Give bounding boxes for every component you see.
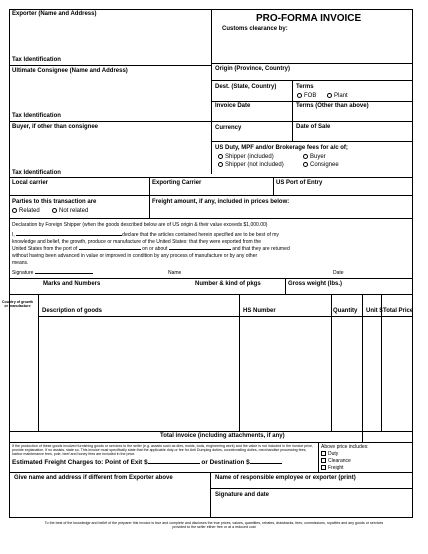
related-radio[interactable] (12, 208, 17, 213)
plant-radio[interactable] (327, 93, 332, 98)
total-invoice-label: Total invoice (including attachments, if any) (160, 433, 285, 439)
consignee-tax-id-label: Tax Identification (12, 113, 61, 119)
currency-label: Currency (215, 125, 242, 131)
not-related-option[interactable]: Not related (52, 208, 88, 215)
number-kind-label: Number & kind of pkgs (195, 281, 261, 287)
divider (273, 177, 274, 195)
exporting-carrier-label: Exporting Carrier (152, 180, 202, 186)
divider (285, 278, 286, 294)
signature-date-label: Signature and date (215, 492, 270, 498)
parties-label: Parties to this transaction are (12, 199, 97, 205)
quantity-header: Quantity (333, 308, 358, 314)
fob-option[interactable]: FOB (297, 93, 316, 100)
plant-option[interactable]: Plant (327, 93, 348, 100)
divider (9, 121, 413, 122)
give-name-label: Give name and address if different from Exporter above (14, 475, 173, 481)
description-header: Description of goods (42, 308, 102, 314)
ultimate-consignee-label: Ultimate Consignee (Name and Address) (12, 68, 128, 74)
consignee-radio[interactable] (303, 162, 308, 167)
divider (331, 294, 332, 431)
divider (211, 80, 413, 81)
hs-number-header: HS Number (243, 308, 276, 314)
consignee-option[interactable]: Consignee (303, 162, 339, 169)
freight-amount-label: Freight amount, if any, included in prices below: (152, 199, 290, 205)
declaration-line-5: means. (12, 260, 29, 266)
dest-label: Dest. (State, Country) (215, 84, 277, 90)
shipper-not-included-radio[interactable] (218, 162, 223, 167)
divider (149, 195, 150, 218)
not-related-radio[interactable] (52, 208, 57, 213)
responsible-employee-label: Name of responsible employee or exporter (print) (215, 475, 356, 481)
clearance-checkbox[interactable] (321, 458, 326, 463)
point-of-exit-field[interactable] (148, 463, 200, 464)
divider (9, 431, 413, 432)
marks-label: Marks and Numbers (43, 281, 101, 287)
unit-header: Unit $ (366, 308, 383, 314)
declaration-line-1: I, declare that the articles contained herein specified are to be best of my (12, 232, 279, 238)
freight-checkbox[interactable] (321, 465, 326, 470)
divider (292, 121, 293, 142)
origin-label: Origin (Province, Country) (215, 66, 291, 72)
divider (38, 316, 413, 317)
declaration-name-label: Name (168, 270, 182, 276)
buyer-option[interactable]: Buyer (303, 154, 326, 161)
declarant-name-field[interactable] (16, 235, 122, 236)
exporter-tax-id-label: Tax Identification (12, 57, 61, 63)
related-option[interactable]: Related (12, 208, 40, 215)
freight-option[interactable]: Freight (321, 465, 344, 471)
divider (9, 294, 413, 295)
divider (211, 63, 413, 64)
duty-option[interactable]: Duty (321, 451, 338, 457)
divider (211, 101, 413, 102)
assists-fine-print: If the production of these goods involved furnishing goods or services to the seller (e.g. assists such as dies, molds, tools, engineering work) and the value is not included in the invoice price, provide explanation. If no assists, state so. This invoice must specifically state that the applicable duty or fee for Anti Dumping duties, countervailing duties, merchandise processing fees, harbor maintenance fees, pole, beef and honey fees are included in the price. (12, 444, 314, 457)
exporter-label: Exporter (Name and Address) (12, 11, 97, 17)
divider (38, 294, 39, 431)
shipper-included-radio[interactable] (218, 154, 223, 159)
clearance-option[interactable]: Clearance (321, 458, 351, 464)
declaration-date-label: Date (333, 270, 344, 276)
divider (149, 177, 150, 195)
port-field[interactable] (79, 249, 141, 250)
date-of-sale-label: Date of Sale (296, 124, 331, 130)
divider (9, 472, 413, 473)
divider (210, 472, 211, 518)
footer-certification: To the best of the knowledge and belief of the preparer this invoice is true and complete and discloses the true prices, values, quantities, rebates, drawbacks, fees, commissions, royalties and any goods or services provided to the seller either free or at a reduced cost (44, 521, 384, 530)
us-port-label: US Port of Entry (276, 180, 323, 186)
declaration-signature: Signature (12, 270, 93, 276)
divider (210, 488, 413, 489)
estimated-freight: Estimated Freight Charges to: Point of Exit $ or Destination $ (12, 459, 282, 467)
divider (211, 9, 212, 174)
buyer-label: Buyer, if other than consignee (12, 124, 99, 130)
divider (9, 65, 211, 66)
buyer-tax-id-label: Tax Identification (12, 170, 61, 176)
divider (211, 141, 413, 142)
total-price-header: Total Price (383, 308, 414, 314)
date-about-field[interactable] (169, 249, 231, 250)
terms-other-label: Terms (Other than above) (296, 103, 369, 109)
duty-checkbox[interactable] (321, 451, 326, 456)
terms-label: Terms (296, 84, 314, 90)
declaration-line-3: United States from the port of on or about and that they are returned (12, 246, 290, 252)
divider (239, 294, 240, 431)
customs-clearance-label: Customs clearance by: (222, 26, 288, 32)
country-growth-label: Country of growth or manufacture (1, 300, 34, 309)
destination-field[interactable] (250, 463, 282, 464)
local-carrier-label: Local carrier (12, 180, 49, 186)
above-price-label: Above price includes: (321, 444, 369, 450)
invoice-date-label: Invoice Date (215, 103, 251, 109)
divider (318, 442, 319, 472)
divider (9, 195, 413, 196)
shipper-included-option[interactable]: Shipper (included) (218, 154, 274, 161)
gross-weight-label: Gross weight (lbs.) (288, 281, 343, 287)
shipper-not-included-option[interactable]: Shipper (not included) (218, 162, 284, 169)
buyer-radio[interactable] (303, 154, 308, 159)
us-duty-label: US Duty, MPF and/or Brokerage fees for a/c of; (215, 145, 348, 151)
declaration-signature-field[interactable] (35, 273, 93, 274)
declaration-line-2: knowledge and belief, the growth, produce or manufacture of the United States: that they were exported from the (12, 239, 262, 245)
declaration-title: Declaration by Foreign Shipper (when the goods described below are of US origin & their value exceeds $1,000.00) (12, 222, 268, 228)
form-title: PRO-FORMA INVOICE (256, 13, 362, 24)
divider (9, 278, 413, 279)
divider (9, 218, 413, 219)
fob-radio[interactable] (297, 93, 302, 98)
divider (9, 177, 413, 178)
divider (9, 442, 413, 443)
declaration-line-4: without having been advanced in value or improved in condition by any process of manufacture or by any other (12, 253, 258, 259)
